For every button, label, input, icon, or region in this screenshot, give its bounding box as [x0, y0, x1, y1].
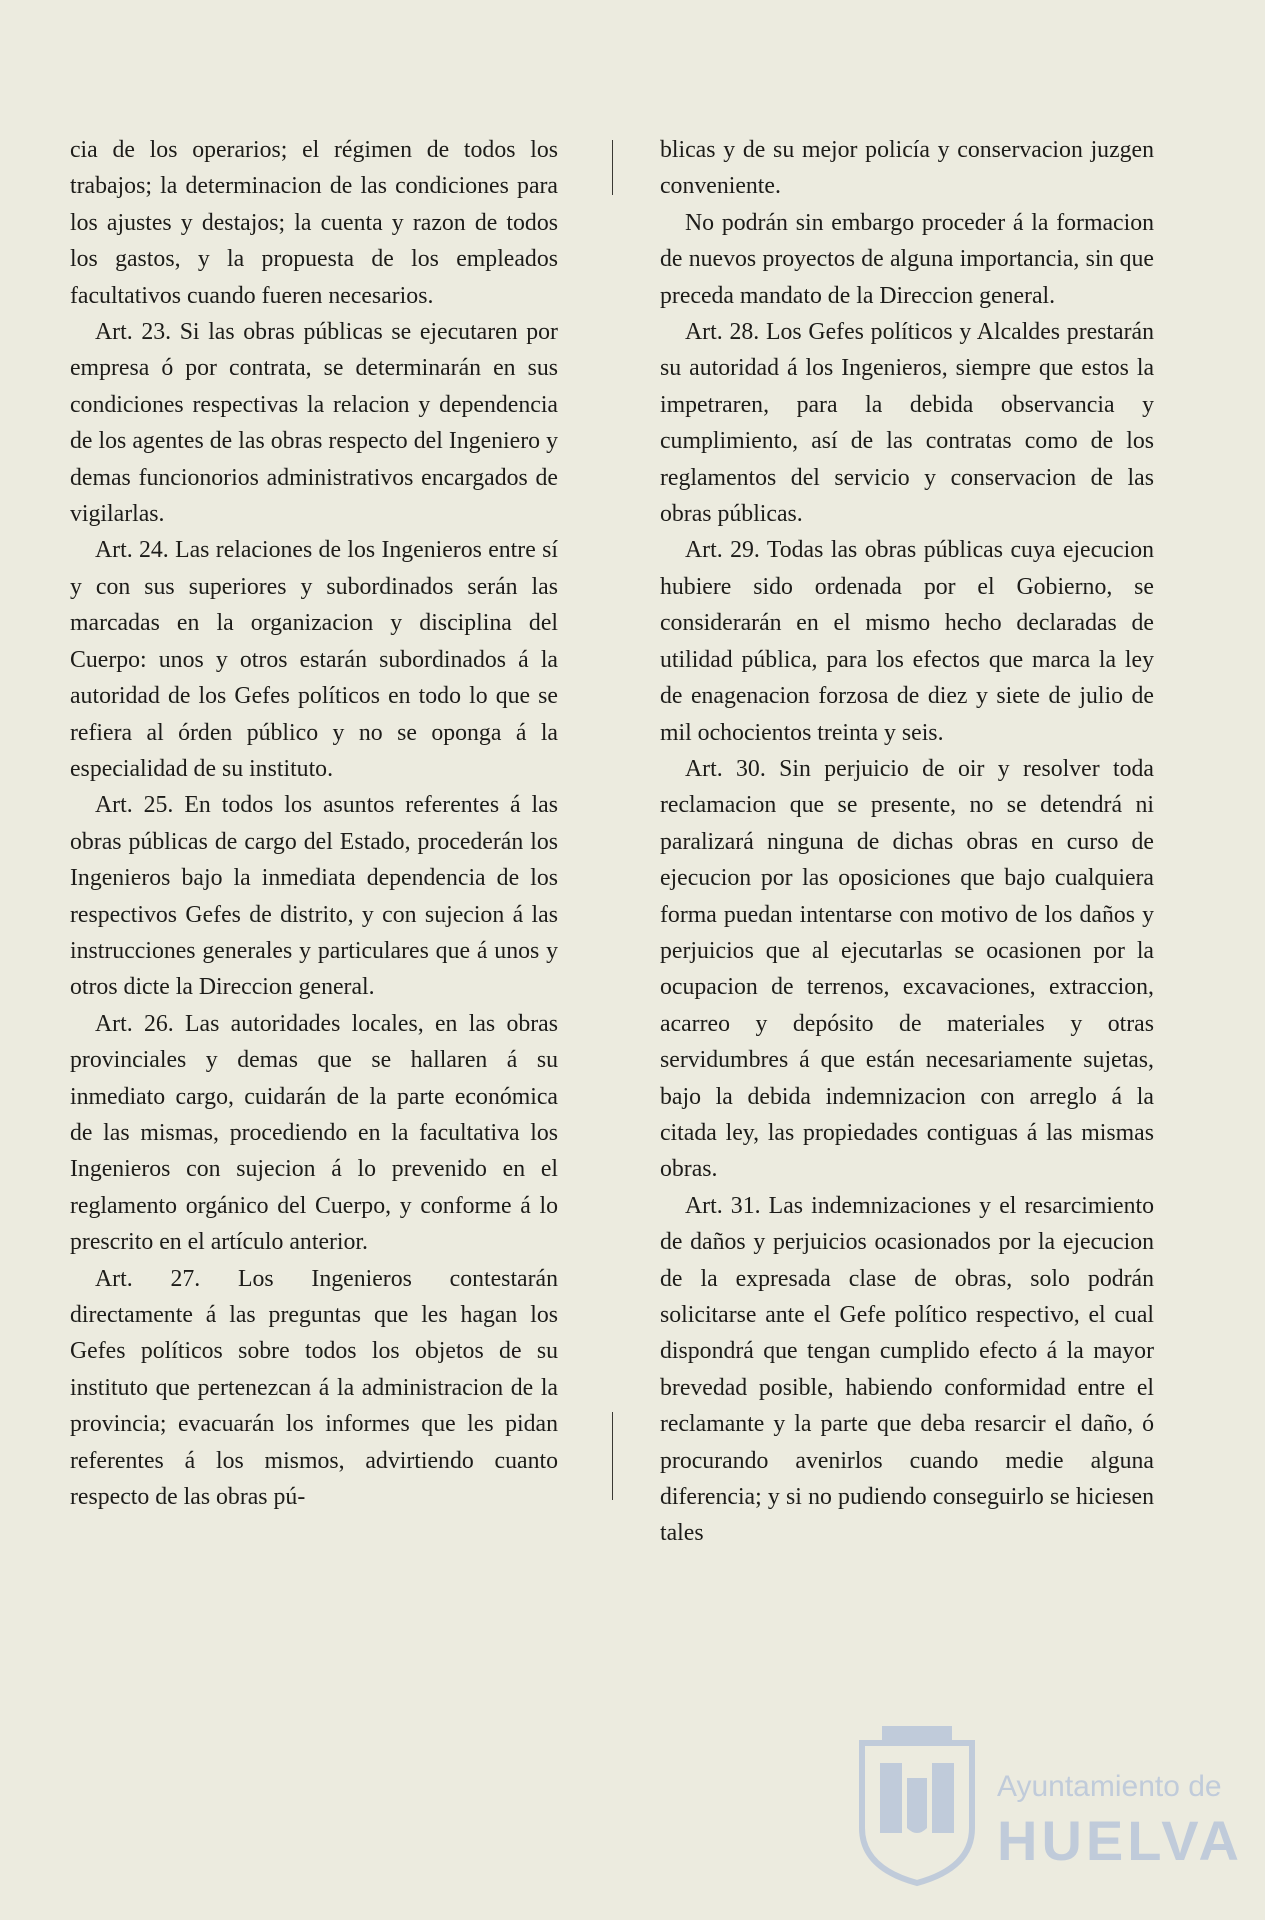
article-29: Art. 29. Todas las obras públicas cuya ejecucion hubiere sido ordenada por el Gobierno, se considerarán en el mismo hecho declaradas de utilidad pública, para los efectos que marca la ley de enagenacion forzosa de diez y siete de julio de mil ochocientos treinta y seis. — [660, 537, 1154, 746]
watermark-line2: HUELVA — [997, 1809, 1243, 1872]
watermark-line1: Ayuntamiento de — [997, 1770, 1222, 1803]
article-30: Art. 30. Sin perjuicio de oir y resolver toda reclamacion que se presente, no se detendrá ni paralizará ninguna de dichas obras en curso de ejecucion por las oposiciones que bajo cualquiera forma puedan intentarse con motivo de los daños y perjuicios que al ejecutarlas se ocasionen por la ocupacion de terrenos, excavaciones, extraccion, acarreo y depósito de materiales y otras servidumbres á que están necesariamente sujetas, bajo la debida indemnizacion con arreglo á la citada ley, las propiedades contiguas á las mismas obras. — [660, 755, 1154, 1183]
column-rule-bottom — [612, 1412, 613, 1500]
article-24: Art. 24. Las relaciones de los Ingenieros entre sí y con sus superiores y subordinados serán las marcadas en la organizacion y disciplina del Cuerpo: unos y otros estarán subordinados á la autoridad de los Gefes políticos en todo lo que se refiera al órden público y no se oponga á la especialidad de su instituto. — [70, 537, 558, 782]
shield-icon — [852, 1718, 982, 1888]
article-25: Art. 25. En todos los asuntos referentes á las obras públicas de cargo del Estado, procederán los Ingenieros bajo la inmediata dependencia de los respectivos Gefes de distrito, y con sujecion á las instrucciones generales y particulares que á unos y otros dicte la Direccion general. — [70, 792, 558, 1001]
right-column — [660, 132, 1154, 1552]
column-rule-top — [612, 140, 613, 195]
paragraph-continuation: cia de los operarios; el régimen de todos los trabajos; la determinacion de las condiciones para los ajustes y destajos; la cuenta y razon de todos los gastos, y la propuesta de los empleados facultativos cuando fueren necesarios. — [70, 137, 558, 309]
article-28: Art. 28. Los Gefes políticos y Alcaldes prestarán su autoridad á los Ingenieros, siempre que estos la impetraren, para la debida observancia y cumplimiento, así de las contratas como de los reglamentos del servicio y conservacion de las obras públicas. — [660, 319, 1154, 528]
article-26: Art. 26. Las autoridades locales, en las obras provinciales y demas que se hallaren á su inmediato cargo, cuidarán de la parte económica de las mismas, procediendo en la facultativa los Ingenieros con sujecion á lo prevenido en el reglamento orgánico del Cuerpo, y conforme á lo prescrito en el artículo anterior. — [70, 1010, 558, 1256]
ayuntamiento-huelva-watermark — [852, 1718, 1243, 1888]
article-31: Art. 31. Las indemnizaciones y el resarcimiento de daños y perjuicios ocasionados por la ejecucion de la expresada clase de obras, solo podrán solicitarse ante el Gefe político respectivo, el cual dispondrá que tengan cumplido efecto á la mayor brevedad posible, habiendo conformidad entre el reclamante y la parte que deba resarcir el daño, ó procurando avenirlos cuando medie alguna diferencia; y si no pudiendo conseguirlo se hiciesen tales — [660, 1192, 1154, 1547]
paragraph-continuation-right: blicas y de su mejor policía y conservacion juzgen conveniente. — [660, 137, 1154, 200]
left-column — [70, 132, 558, 1515]
article-23: Art. 23. Si las obras públicas se ejecutaren por empresa ó por contrata, se determinarán en sus condiciones respectivas la relacion y dependencia de los agentes de las obras respecto del Ingeniero y demas funcionorios administrativos encargados de vigilarlas. — [70, 319, 558, 528]
paragraph-proyectos: No podrán sin embargo proceder á la formacion de nuevos proyectos de alguna importancia, sin que preceda mandato de la Direccion general. — [660, 209, 1154, 309]
article-27: Art. 27. Los Ingenieros contestarán directamente á las preguntas que les hagan los Gefes políticos sobre todos los objetos de su instituto que pertenezcan á la administracion de la provincia; evacuarán los informes que les pidan referentes á los mismos, advirtiendo cuanto respecto de las obras pú- — [70, 1265, 558, 1511]
